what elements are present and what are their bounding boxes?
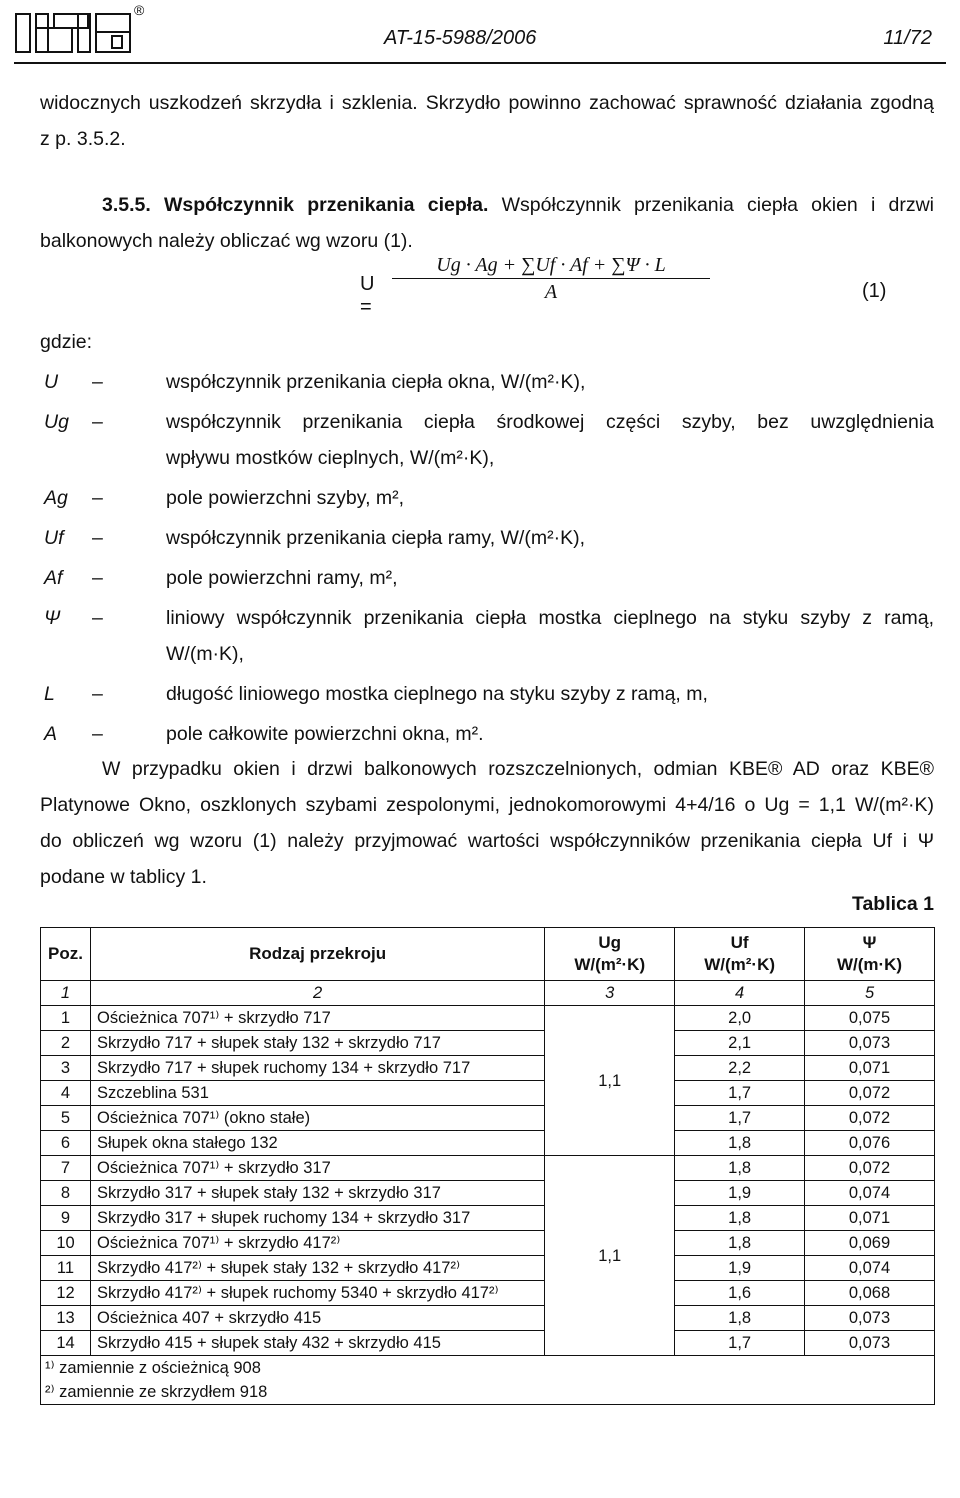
definition-symbol: Ψ bbox=[44, 607, 61, 629]
definition-text: długość liniowego mostka cieplnego na styku szyby z ramą, m, bbox=[166, 683, 708, 705]
paragraph-2-line-2: Platynowe Okno, oszklonych szybami zespolonymi, jednokomorowymi 4+4/16 o Ug = 1,1 W/(m²·K) bbox=[40, 794, 934, 816]
where-label: gdzie: bbox=[40, 331, 93, 353]
column-number: 4 bbox=[675, 981, 805, 1006]
formula-number: (1) bbox=[862, 280, 887, 302]
cell-rodzaj: Skrzydło 717 + słupek stały 132 + skrzydło 717 bbox=[90, 1031, 544, 1056]
definition-text: pole całkowite powierzchni okna, m². bbox=[166, 723, 484, 745]
cell-psi: 0,068 bbox=[805, 1281, 935, 1306]
header-rule bbox=[14, 62, 946, 64]
header-rodzaj: Rodzaj przekroju bbox=[90, 928, 544, 981]
cell-uf: 1,9 bbox=[675, 1181, 805, 1206]
definitions-list bbox=[40, 366, 934, 758]
table-row bbox=[41, 1106, 935, 1131]
column-number: 3 bbox=[545, 981, 675, 1006]
cell-poz: 11 bbox=[41, 1256, 91, 1281]
cell-psi: 0,071 bbox=[805, 1056, 935, 1081]
cell-uf: 2,0 bbox=[675, 1006, 805, 1031]
cell-uf: 1,7 bbox=[675, 1331, 805, 1356]
cell-uf: 1,6 bbox=[675, 1281, 805, 1306]
paragraph-2-line-1: W przypadku okien i drzwi balkonowych rozszczelnionych, odmian KBE® AD oraz KBE® bbox=[102, 758, 934, 780]
cell-uf: 1,8 bbox=[675, 1231, 805, 1256]
table-row bbox=[41, 1006, 935, 1031]
definition-text-line-1: liniowy współczynnik przenikania ciepła mostka cieplnego na styku szyby z ramą, bbox=[166, 607, 934, 629]
cell-rodzaj: Szczeblina 531 bbox=[90, 1081, 544, 1106]
definition-symbol: Af bbox=[44, 567, 63, 589]
cell-uf: 1,8 bbox=[675, 1156, 805, 1181]
table-row bbox=[41, 1181, 935, 1206]
section-title: Współczynnik przenikania ciepła. bbox=[164, 194, 489, 216]
cell-poz: 2 bbox=[41, 1031, 91, 1056]
table-footnote-row bbox=[41, 1380, 935, 1405]
page-number: 11/72 bbox=[883, 27, 932, 49]
definition-item bbox=[40, 718, 934, 750]
cell-poz: 3 bbox=[41, 1056, 91, 1081]
table-row bbox=[41, 1156, 935, 1181]
cell-uf: 2,2 bbox=[675, 1056, 805, 1081]
intro-line-2: z p. 3.5.2. bbox=[40, 128, 126, 150]
section-text-1: Współczynnik przenikania ciepła okien i drzwi bbox=[501, 194, 935, 216]
cell-poz: 4 bbox=[41, 1081, 91, 1106]
cell-rodzaj: Skrzydło 717 + słupek ruchomy 134 + skrzydło 717 bbox=[90, 1056, 544, 1081]
definition-symbol: Ug bbox=[44, 411, 69, 433]
definition-text bbox=[166, 406, 934, 474]
section-number: 3.5.5. bbox=[102, 194, 151, 216]
cell-poz: 1 bbox=[41, 1006, 91, 1031]
definition-text: pole powierzchni szyby, m², bbox=[166, 487, 405, 509]
definition-item bbox=[40, 406, 934, 474]
definition-text: współczynnik przenikania ciepła okna, W/(m²·K), bbox=[166, 371, 586, 393]
cell-psi: 0,073 bbox=[805, 1331, 935, 1356]
definition-item bbox=[40, 482, 934, 514]
column-number: 1 bbox=[41, 981, 91, 1006]
header-uf bbox=[675, 928, 805, 981]
itb-logo bbox=[14, 2, 145, 54]
cell-psi: 0,069 bbox=[805, 1231, 935, 1256]
cell-uf: 1,8 bbox=[675, 1206, 805, 1231]
definition-item bbox=[40, 522, 934, 554]
cell-uf: 1,8 bbox=[675, 1306, 805, 1331]
definition-text-line-2: wpływu mostków cieplnych, W/(m²·K), bbox=[166, 447, 495, 469]
definition-dash: – bbox=[92, 487, 103, 509]
cell-uf: 1,7 bbox=[675, 1106, 805, 1131]
coefficient-table bbox=[40, 927, 935, 1405]
table-row bbox=[41, 1281, 935, 1306]
header-ug bbox=[545, 928, 675, 981]
cell-psi: 0,071 bbox=[805, 1206, 935, 1231]
cell-psi: 0,072 bbox=[805, 1156, 935, 1181]
definition-dash: – bbox=[92, 371, 103, 393]
document-number: AT-15-5988/2006 bbox=[384, 27, 537, 49]
paragraph-2-line-3: do obliczeń wg wzoru (1) należy przyjmować wartości współczynników przenikania ciepła Uf i Ψ bbox=[40, 830, 934, 852]
cell-psi: 0,074 bbox=[805, 1256, 935, 1281]
intro-line-1: widocznych uszkodzeń skrzydła i szklenia. Skrzydło powinno zachować sprawność działania zgodną bbox=[40, 92, 934, 114]
cell-psi: 0,075 bbox=[805, 1006, 935, 1031]
cell-poz: 6 bbox=[41, 1131, 91, 1156]
cell-poz: 13 bbox=[41, 1306, 91, 1331]
cell-uf: 2,1 bbox=[675, 1031, 805, 1056]
table-column-number-row bbox=[41, 981, 935, 1006]
table-footnote-row bbox=[41, 1356, 935, 1381]
cell-psi: 0,072 bbox=[805, 1081, 935, 1106]
definition-text bbox=[166, 602, 934, 670]
table-row bbox=[41, 1256, 935, 1281]
definition-dash: – bbox=[92, 527, 103, 549]
definition-dash: – bbox=[92, 411, 103, 433]
cell-rodzaj: Skrzydło 417²⁾ + słupek stały 132 + skrzydło 417²⁾ bbox=[90, 1256, 544, 1281]
header-psi bbox=[805, 928, 935, 981]
definition-dash: – bbox=[92, 683, 103, 705]
cell-psi: 0,073 bbox=[805, 1306, 935, 1331]
cell-rodzaj: Słupek okna stałego 132 bbox=[90, 1131, 544, 1156]
definition-item bbox=[40, 366, 934, 398]
formula-fraction bbox=[386, 254, 716, 304]
header-ug-symbol: Ug bbox=[598, 933, 622, 952]
registered-mark: ® bbox=[134, 2, 145, 18]
paragraph-2-line-4: podane w tablicy 1. bbox=[40, 866, 207, 888]
cell-poz: 14 bbox=[41, 1331, 91, 1356]
header-psi-symbol: Ψ bbox=[862, 933, 877, 952]
cell-rodzaj: Ościeżnica 707¹⁾ + skrzydło 317 bbox=[90, 1156, 544, 1181]
definition-item bbox=[40, 602, 934, 670]
definition-text: współczynnik przenikania ciepła ramy, W/(m²·K), bbox=[166, 527, 585, 549]
table-row bbox=[41, 1231, 935, 1256]
definition-item bbox=[40, 562, 934, 594]
definition-text-line-2: W/(m·K), bbox=[166, 643, 244, 665]
definition-text-line-1: współczynnik przenikania ciepła środkowej części szyby, bez uwzględnienia bbox=[166, 411, 934, 433]
section-heading-line bbox=[102, 189, 934, 221]
cell-poz: 12 bbox=[41, 1281, 91, 1306]
cell-rodzaj: Skrzydło 317 + słupek stały 132 + skrzydło 317 bbox=[90, 1181, 544, 1206]
cell-rodzaj: Ościeżnica 707¹⁾ + skrzydło 417²⁾ bbox=[90, 1231, 544, 1256]
cell-poz: 10 bbox=[41, 1231, 91, 1256]
header-uf-unit: W/(m²·K) bbox=[704, 955, 776, 974]
cell-poz: 9 bbox=[41, 1206, 91, 1231]
fraction-bar bbox=[392, 278, 710, 279]
definition-item bbox=[40, 678, 934, 710]
formula-lhs: U = bbox=[360, 273, 375, 318]
column-number: 2 bbox=[90, 981, 544, 1006]
definition-symbol: U bbox=[44, 371, 59, 393]
footnote-1: ¹⁾ zamiennie z ościeżnicą 908 bbox=[41, 1356, 935, 1381]
logo-icon bbox=[14, 6, 144, 54]
footnote-2: ²⁾ zamiennie ze skrzydłem 918 bbox=[41, 1380, 935, 1405]
definition-symbol: A bbox=[44, 723, 58, 745]
cell-uf: 1,8 bbox=[675, 1131, 805, 1156]
header-poz: Poz. bbox=[41, 928, 91, 981]
cell-psi: 0,076 bbox=[805, 1131, 935, 1156]
definition-dash: – bbox=[92, 567, 103, 589]
table-row bbox=[41, 1306, 935, 1331]
section-text-2: balkonowych należy obliczać wg wzoru (1). bbox=[40, 230, 413, 252]
cell-rodzaj: Ościeżnica 707¹⁾ + skrzydło 717 bbox=[90, 1006, 544, 1031]
cell-uf: 1,7 bbox=[675, 1081, 805, 1106]
definition-dash: – bbox=[92, 723, 103, 745]
formula-denominator: A bbox=[544, 281, 558, 303]
cell-ug-group-1: 1,1 bbox=[545, 1006, 675, 1156]
definition-symbol: Ag bbox=[44, 487, 68, 509]
table-row bbox=[41, 1331, 935, 1356]
cell-psi: 0,072 bbox=[805, 1106, 935, 1131]
definition-text: pole powierzchni ramy, m², bbox=[166, 567, 398, 589]
cell-rodzaj: Skrzydło 417²⁾ + słupek ruchomy 5340 + skrzydło 417²⁾ bbox=[90, 1281, 544, 1306]
column-number: 5 bbox=[805, 981, 935, 1006]
formula-numerator: Ug · Ag + ∑Uf · Af + ∑Ψ · L bbox=[436, 254, 666, 276]
header-ug-unit: W/(m²·K) bbox=[574, 955, 646, 974]
table-row bbox=[41, 1056, 935, 1081]
cell-poz: 7 bbox=[41, 1156, 91, 1181]
cell-poz: 5 bbox=[41, 1106, 91, 1131]
header-uf-symbol: Uf bbox=[730, 933, 749, 952]
table-row bbox=[41, 1031, 935, 1056]
table-row bbox=[41, 1131, 935, 1156]
definition-dash: – bbox=[92, 607, 103, 629]
cell-psi: 0,073 bbox=[805, 1031, 935, 1056]
cell-ug-group-2: 1,1 bbox=[545, 1156, 675, 1356]
table-row bbox=[41, 1081, 935, 1106]
definition-symbol: L bbox=[44, 683, 55, 705]
table-header-row bbox=[41, 928, 935, 981]
cell-rodzaj: Ościeżnica 407 + skrzydło 415 bbox=[90, 1306, 544, 1331]
header-psi-unit: W/(m·K) bbox=[836, 955, 903, 974]
cell-psi: 0,074 bbox=[805, 1181, 935, 1206]
table-caption: Tablica 1 bbox=[851, 893, 934, 915]
cell-poz: 8 bbox=[41, 1181, 91, 1206]
cell-uf: 1,9 bbox=[675, 1256, 805, 1281]
cell-rodzaj: Skrzydło 415 + słupek stały 432 + skrzydło 415 bbox=[90, 1331, 544, 1356]
cell-rodzaj: Skrzydło 317 + słupek ruchomy 134 + skrzydło 317 bbox=[90, 1206, 544, 1231]
table-row bbox=[41, 1206, 935, 1231]
definition-symbol: Uf bbox=[44, 527, 64, 549]
cell-rodzaj: Ościeżnica 707¹⁾ (okno stałe) bbox=[90, 1106, 544, 1131]
